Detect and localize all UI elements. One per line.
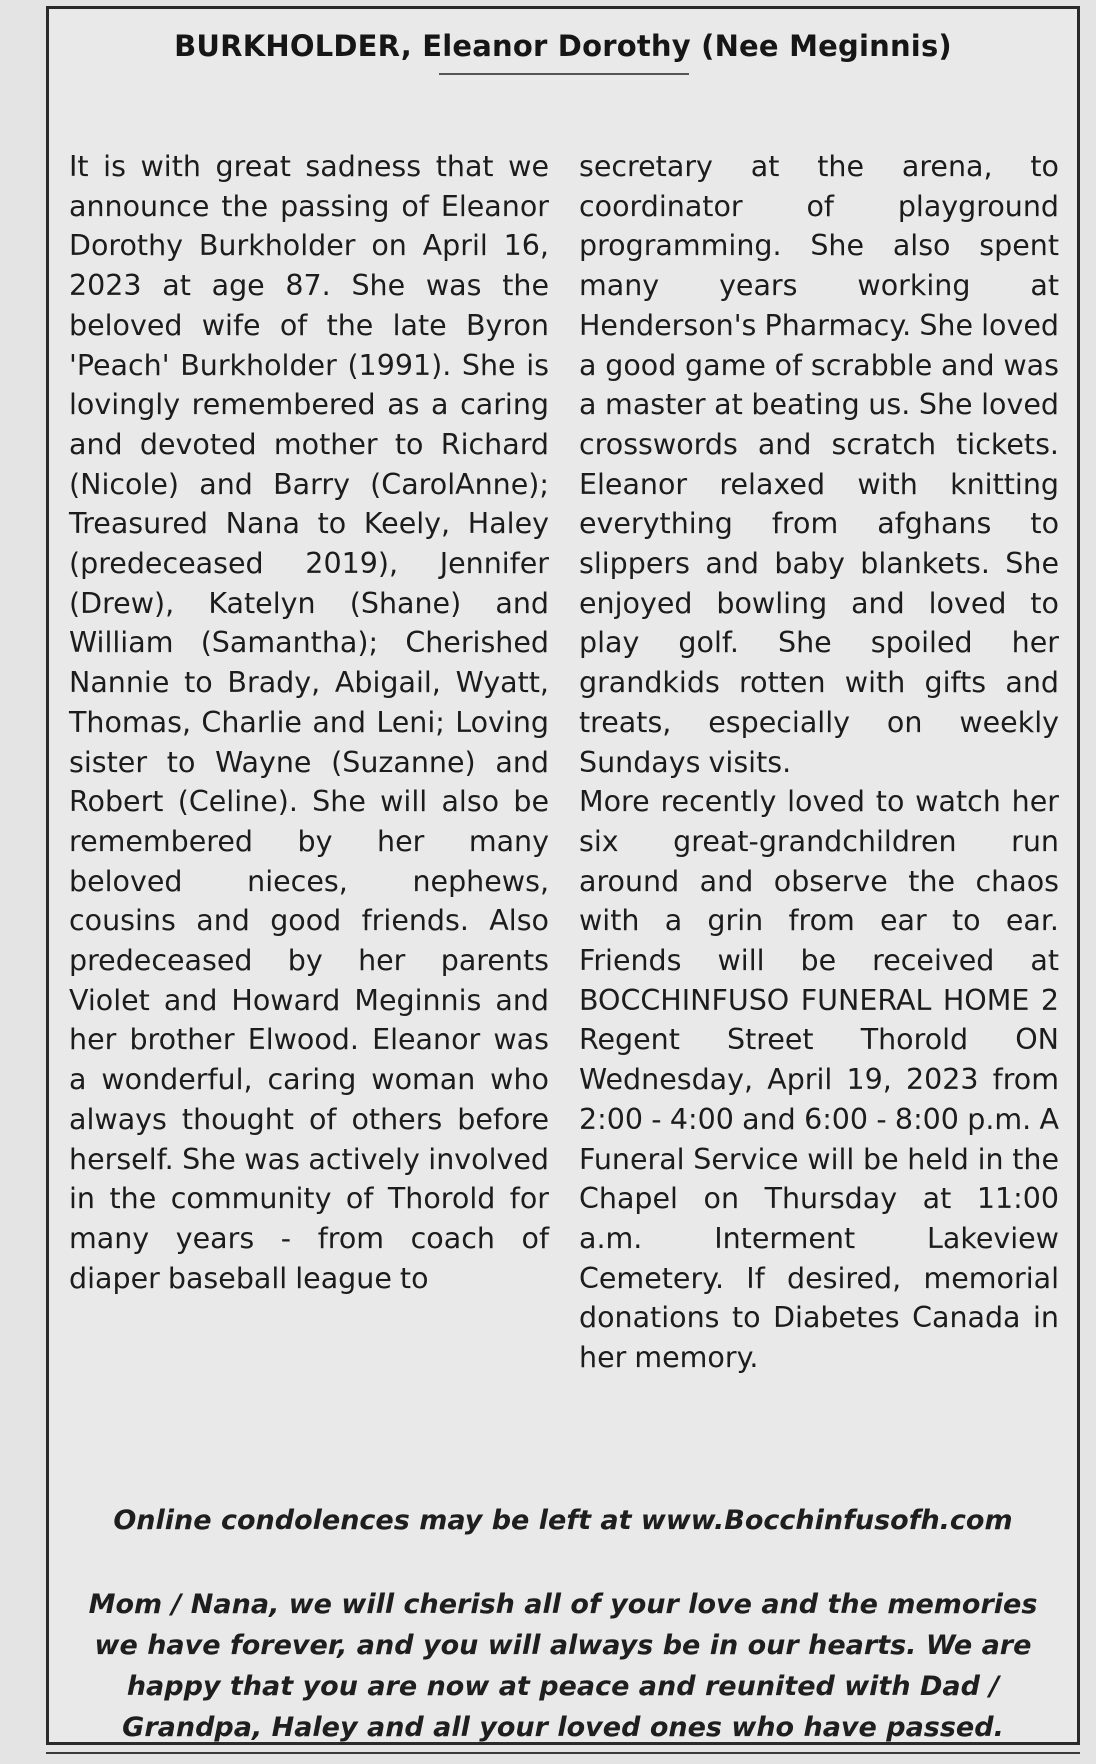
obituary-frame <box>46 6 1080 1745</box>
body-column-left <box>69 147 549 1467</box>
obituary-title: BURKHOLDER, Eleanor Dorothy (Nee Meginnis) <box>174 29 952 63</box>
title-underline <box>439 73 689 75</box>
body-column-right <box>579 147 1059 1467</box>
closing-message: Mom / Nana, we will cherish all of your love and the memories we have forever, and you will always be in our hearts. We are happy that you are now at peace and reunited with Dad / Grandpa, Haley and all your loved ones who have passed. <box>88 1589 1038 1743</box>
body-paragraph: It is with great sadness that we announce the passing of Eleanor Dorothy Burkholder on April 16, 2023 at age 87. She was the beloved wife of the late Byron 'Peach' Burkholder (1991). She is lovingly remembered as a caring and devoted mother to Richard (Nicole) and Barry (CarolAnne); Treasured Nana to Keely, Haley (predeceased 2019), Jennifer (Drew), Katelyn (Shane) and William (Samantha); Cherished Nannie to Brady, Abigail, Wyatt, Thomas, Charlie and Leni; Loving sister to Wayne (Suzanne) and Robert (Celine). She will also be remembered by her many beloved nieces, nephews, cousins and good friends. Also predeceased by her parents Violet and Howard Meginnis and her brother Elwood. Eleanor was a wonderful, caring woman who always thought of others before herself. She was actively involved in the community of Thorold for many years - from coach of diaper baseball league to <box>69 150 549 1295</box>
online-condolences-note: Online condolences may be left at www.Bocchinfusofh.com <box>113 1505 1013 1536</box>
body-paragraph: secretary at the arena, to coordinator of playground programming. She also spent many years working at Henderson's Pharmacy. She loved a good game of scrabble and was a master at beating us. She loved crosswords and scratch tickets. Eleanor relaxed with knitting everything from afghans to slippers and baby blankets. She enjoyed bowling and loved to play golf. She spoiled her grandkids rotten with gifts and treats, especially on weekly Sundays visits. <box>579 150 1059 779</box>
bottom-divider <box>46 1752 1080 1754</box>
obituary-body <box>69 147 1059 1467</box>
body-paragraph: More recently loved to watch her six great-grandchildren run around and observe the chaos with a grin from ear to ear. Friends will be received at BOCCHINFUSO FUNERAL HOME 2 Regent Street Thorold ON Wednesday, April 19, 2023 from 2:00 - 4:00 and 6:00 - 8:00 p.m. A Funeral Service will be held in the Chapel on Thursday at 11:00 a.m. Interment Lakeview Cemetery. If desired, memorial donations to Diabetes Canada in her memory. <box>579 785 1059 1375</box>
